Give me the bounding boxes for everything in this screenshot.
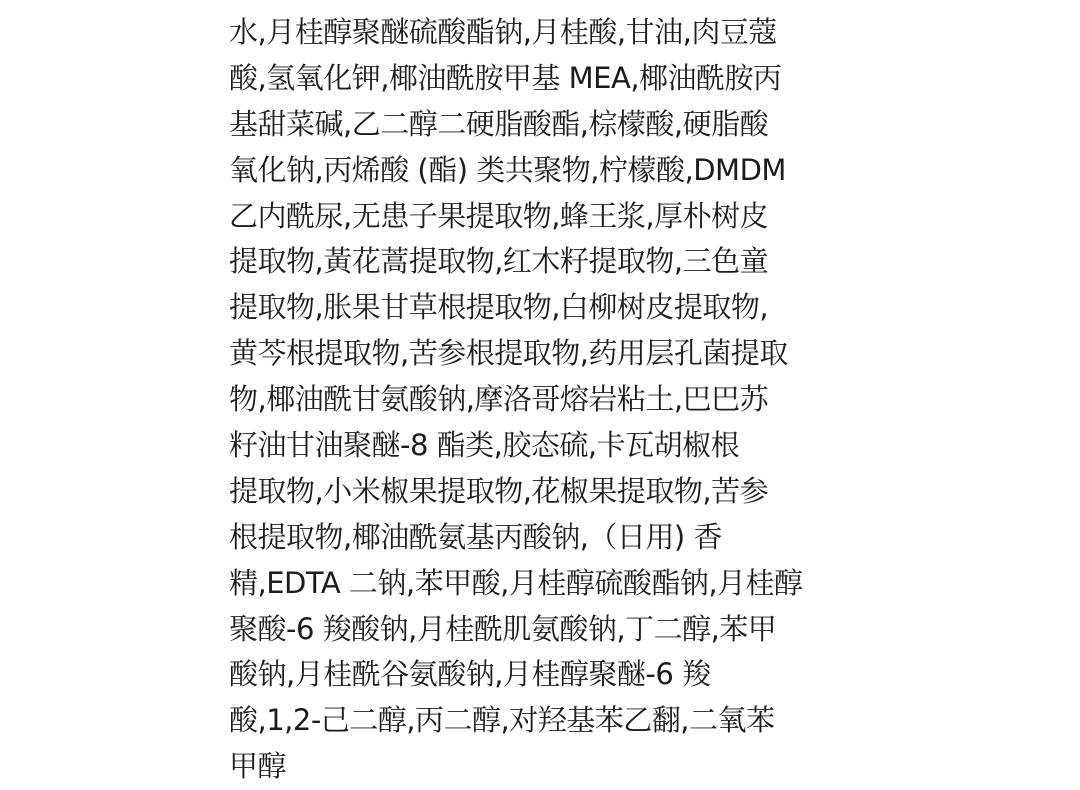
- ingredient-line: 酸,氢氧化钾,椰油酰胺甲基 MEA,椰油酰胺丙: [229, 60, 782, 95]
- ingredient-line: 酸,1,2-己二醇,丙二醇,对羟基苯乙翻,二氧苯: [229, 703, 775, 738]
- ingredient-line: 根提取物,椰油酰氨基丙酸钠,（日用) 香: [229, 519, 722, 554]
- ingredient-line: 氧化钠,丙烯酸 (酯) 类共聚物,柠檬酸,DMDM: [229, 152, 786, 187]
- ingredient-line: 甲醇: [229, 749, 287, 784]
- ingredient-line: 籽油甘油聚醚-8 酯类,胶态硫,卡瓦胡椒根: [229, 428, 740, 463]
- ingredient-line: 聚酸-6 羧酸钠,月桂酰肌氨酸钠,丁二醇,苯甲: [229, 611, 777, 646]
- ingredient-line: 黄芩根提取物,苦参根提取物,药用层孔菌提取: [229, 336, 788, 371]
- ingredient-line: 提取物,胀果甘草根提取物,白柳树皮提取物,: [229, 290, 769, 325]
- ingredient-line: 酸钠,月桂酰谷氨酸钠,月桂醇聚醚-6 羧: [229, 657, 711, 692]
- ingredient-line: 物,椰油酰甘氨酸钠,摩洛哥熔岩粘土,巴巴苏: [229, 382, 769, 417]
- ingredient-line: 乙内酰尿,无患子果提取物,蜂王浆,厚朴树皮: [229, 198, 769, 233]
- ingredient-line: 提取物,小米椒果提取物,花椒果提取物,苦参: [229, 473, 769, 508]
- ingredient-line: 水,月桂醇聚醚硫酸酯钠,月桂酸,甘油,肉豆蔻: [229, 15, 777, 49]
- ingredient-line: 提取物,黃花蒿提取物,红木籽提取物,三色童: [229, 244, 769, 279]
- ingredient-list: [229, 10, 869, 790]
- ingredient-line: 基甜菜碱,乙二醇二硬脂酸酯,棕檬酸,硬脂酸: [229, 106, 769, 141]
- ingredient-line: 精,EDTA 二钠,苯甲酸,月桂醇硫酸酯钠,月桂醇: [229, 565, 803, 600]
